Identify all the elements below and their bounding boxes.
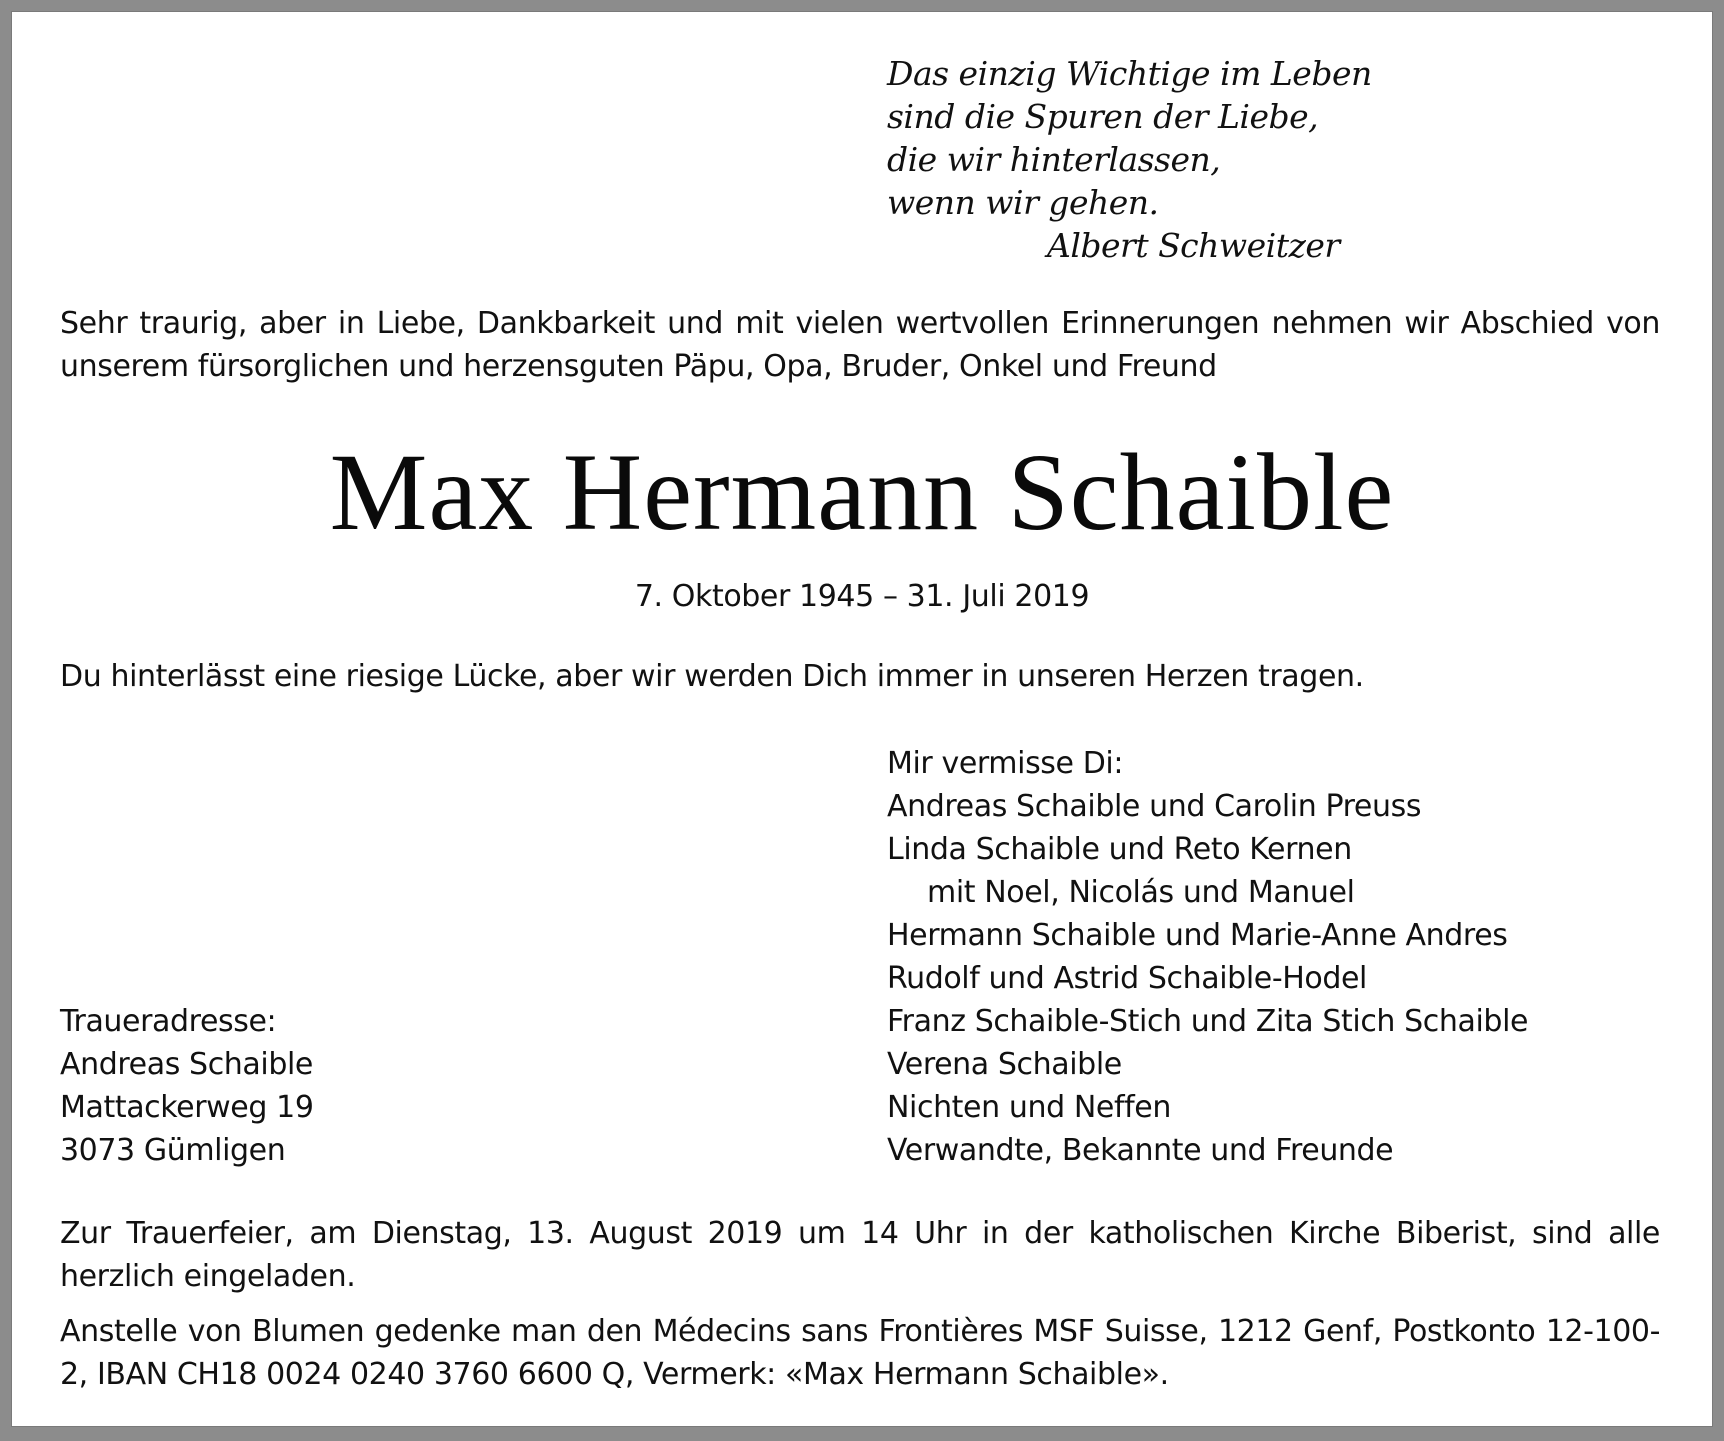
mourner-entry: Hermann Schaible und Marie-Anne Andres — [887, 918, 1508, 953]
quote-block — [887, 52, 1387, 267]
intro-text: Sehr traurig, aber in Liebe, Dankbarkeit und mit vielen wertvollen Erinnerungen nehmen wir Abschied von unserem fürsorglichen und herzensguten Päpu, Opa, Bruder, Onkel und Freund — [60, 306, 1660, 384]
obituary-page — [12, 12, 1712, 1426]
mourners-list — [887, 742, 1687, 1172]
mourner-entry: Rudolf und Astrid Schaible-Hodel — [887, 961, 1367, 996]
address-city: 3073 Gümligen — [60, 1133, 286, 1168]
quote-line: sind die Spuren der Liebe, — [887, 97, 1319, 136]
quote-line: Das einzig Wichtige im Leben — [887, 54, 1372, 93]
mourner-entry: Verena Schaible — [887, 1047, 1122, 1082]
mourner-entry: mit Noel, Nicolás und Manuel — [927, 875, 1355, 910]
quote-author: Albert Schweitzer — [1047, 226, 1340, 265]
life-dates: 7. Oktober 1945 – 31. Juli 2019 — [634, 579, 1090, 614]
address-name: Andreas Schaible — [60, 1047, 313, 1082]
mourner-entry: Andreas Schaible und Carolin Preuss — [887, 789, 1422, 824]
funeral-service-text: Zur Trauerfeier, am Dienstag, 13. August 2019 um 14 Uhr in der katholischen Kirche Biberist, sind alle herzlich eingeladen. — [60, 1216, 1660, 1294]
farewell-message: Du hinterlässt eine riesige Lücke, aber wir werden Dich immer in unseren Herzen tragen. — [60, 659, 1364, 694]
donation-text: Anstelle von Blumen gedenke man den Médecins sans Frontières MSF Suisse, 1212 Genf, Postkonto 12-100-2, IBAN CH18 0024 0240 3760 6600 Q, Vermerk: «Max Hermann Schaible». — [60, 1314, 1660, 1392]
mourners-heading: Mir vermisse Di: — [887, 746, 1124, 781]
mourner-entry: Linda Schaible und Reto Kernen — [887, 832, 1352, 867]
quote-line: wenn wir gehen. — [887, 183, 1159, 222]
mourner-entry: Nichten und Neffen — [887, 1090, 1171, 1125]
deceased-name: Max Hermann Schaible — [329, 431, 1395, 553]
address-street: Mattackerweg 19 — [60, 1090, 314, 1125]
mourning-address — [60, 1000, 560, 1172]
mourner-entry: Franz Schaible-Stich und Zita Stich Schaible — [887, 1004, 1529, 1039]
address-heading: Traueradresse: — [60, 1004, 277, 1039]
quote-line: die wir hinterlassen, — [887, 140, 1221, 179]
mourner-entry: Verwandte, Bekannte und Freunde — [887, 1133, 1394, 1168]
